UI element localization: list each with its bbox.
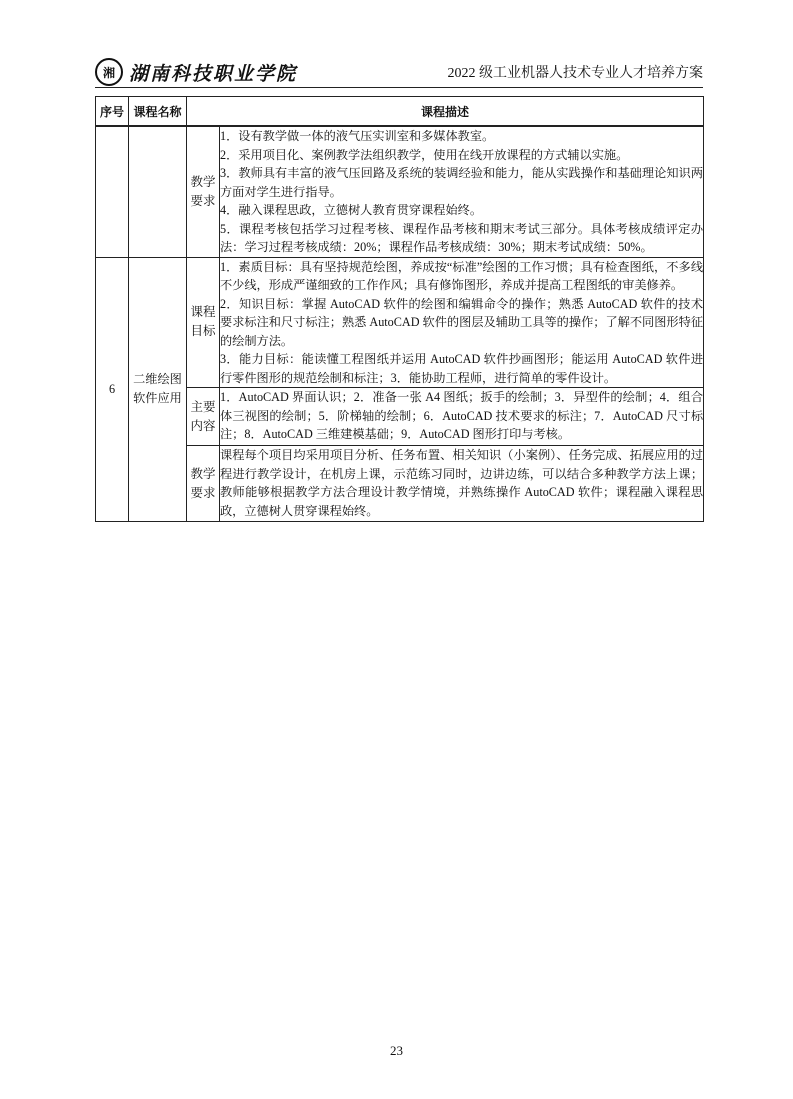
- course-table: [95, 96, 704, 522]
- school-logo: [95, 56, 297, 88]
- prev-requirements-label-line2: 要求: [190, 193, 216, 208]
- main-content-description: [220, 388, 704, 446]
- prev-requirement-item: 3．教师具有丰富的液气压回路及系统的装调经验和能力，能从实践操作和基础理论知识两方面对学生进行指导。: [220, 166, 704, 199]
- main-content-label-line1: 主要: [190, 399, 216, 414]
- header-rule: [95, 87, 703, 88]
- course-name-line2: 软件应用: [133, 391, 182, 406]
- course-name-line1: 二维绘图: [133, 372, 182, 387]
- course-number-cell: 6: [96, 257, 129, 522]
- prev-requirements-description: [220, 126, 704, 257]
- table-row-course-6-requirements: [96, 446, 704, 522]
- document-title: 2022 级工业机器人技术专业人才培养方案: [447, 66, 703, 81]
- prev-requirement-item: 5．课程考核包括学习过程考核、课程作品考核和期末考试三部分。具体考核成绩评定办法：学习过程考核成绩：20%；课程作品考核成绩：30%；期末考试成绩：50%。: [220, 221, 704, 254]
- teaching-requirements-description: [220, 446, 704, 522]
- table-row-previous-requirements: [96, 126, 704, 257]
- table-row-course-6-content: [96, 388, 704, 446]
- teaching-requirements-text: 课程每个项目均采用项目分析、任务布置、相关知识（小案例）、任务完成、拓展应用的过程进行教学设计，在机房上课，示范练习同时，边讲边练，可以结合多种教学方法上课；教师能够根据教学方法合理设计教学情境，并熟练操作 AutoCAD 软件；课程融入课程思政，立德树人贯穿课程始终。: [220, 448, 704, 518]
- teaching-requirements-label-line1: 教学: [190, 466, 216, 481]
- page-number: 23: [390, 1043, 403, 1058]
- course-goals-label-line1: 课程: [190, 305, 216, 320]
- course-goal-item: 3．能力目标：能读懂工程图纸并运用 AutoCAD 软件抄画图形；能运用 AutoCAD 软件进行零件图形的规范绘制和标注；3．能协助工程师，进行简单的零件设计。: [220, 352, 704, 385]
- column-header-description: 课程描述: [187, 97, 704, 127]
- column-header-number: 序号: [96, 97, 129, 127]
- column-header-course-name: 课程名称: [129, 97, 187, 127]
- school-seal-icon: [95, 58, 123, 86]
- course-name-cell: [129, 257, 187, 522]
- course-goals-label: [187, 257, 220, 388]
- teaching-requirements-label-line2: 要求: [190, 485, 216, 500]
- main-content-label-line2: 内容: [190, 418, 216, 433]
- previous-course-name-cell: [129, 126, 187, 257]
- course-goals-label-line2: 目标: [190, 324, 216, 339]
- prev-requirement-item: 2．采用项目化、案例教学法组织教学，使用在线开放课程的方式辅以实施。: [220, 147, 629, 162]
- course-goals-description: [220, 257, 704, 388]
- previous-number-cell: [96, 126, 129, 257]
- prev-requirement-item: 4．融入课程思政，立德树人教育贯穿课程始终。: [220, 203, 483, 217]
- table-header-row: [96, 97, 704, 127]
- teaching-requirements-label: [187, 446, 220, 522]
- prev-requirement-item: 1．设有教学做一体的液气压实训室和多媒体教室。: [220, 129, 495, 143]
- table-row-course-6-goals: [96, 257, 704, 388]
- school-name: 湖南科技职业学院: [129, 62, 298, 85]
- course-goal-item: 1．素质目标：具有坚持规范绘图，养成按“标准”绘图的工作习惯；具有检查图纸，不多线不少线，形成严谨细致的工作作风；具有修饰图形，养成并提高工程图纸的审美修养。: [220, 259, 704, 292]
- prev-requirements-label: [187, 126, 220, 257]
- seal-letter: 湘: [102, 65, 115, 80]
- prev-requirements-label-line1: 教学: [190, 174, 216, 189]
- course-goal-item: 2．知识目标：掌握 AutoCAD 软件的绘图和编辑命令的操作；熟悉 AutoCAD 软件的技术要求标注和尺寸标注；熟悉 AutoCAD 软件的图层及辅助工具等的操作；了解不同图形特征的绘制方法。: [220, 296, 704, 348]
- page-header: [95, 56, 703, 88]
- main-content-text: 1．AutoCAD 界面认识；2．准备一张 A4 图纸；扳手的绘制；3．异型件的绘制；4．组合体三视图的绘制；5．阶梯轴的绘制；6．AutoCAD 技术要求的标注；7．AutoCAD 尺寸标注；8．AutoCAD 三维建模基础；9．AutoCAD 图形打印与考核。: [220, 390, 704, 441]
- main-content-label: [187, 388, 220, 446]
